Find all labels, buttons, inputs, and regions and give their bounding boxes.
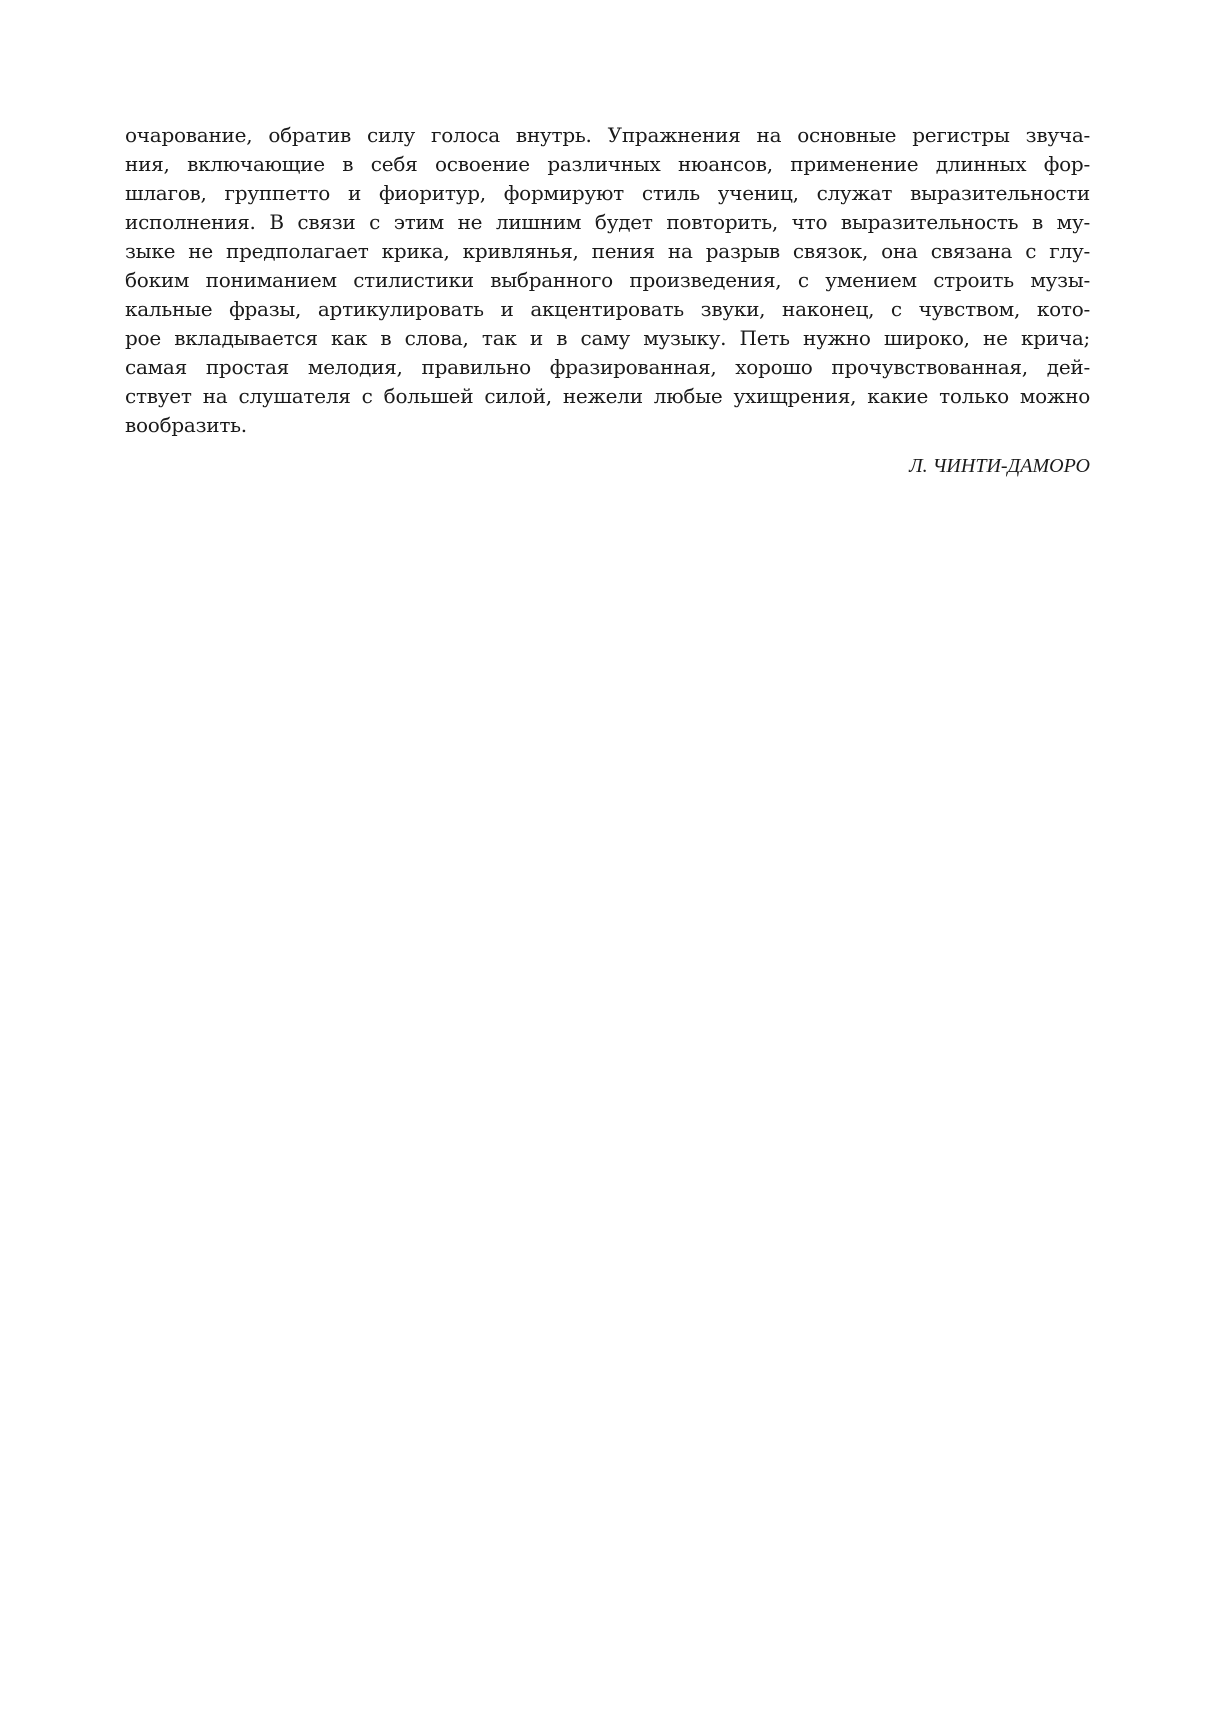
text-line: исполнения. В связи с этим не лишним будет повторить, что выразительность в му- xyxy=(125,210,1090,234)
text-line: очарование, обратив силу голоса внутрь. Упражнения на основные регистры звуча- xyxy=(125,123,1090,147)
text-line: шлагов, группетто и фиоритур, формируют стиль учениц, служат выразительности xyxy=(125,181,1090,205)
text-line: кальные фразы, артикулировать и акцентировать звуки, наконец, с чувством, кото- xyxy=(125,297,1090,321)
author-signature: Л. ЧИНТИ-ДАМОРО xyxy=(909,455,1090,477)
body-paragraph xyxy=(125,121,1090,440)
text-line: боким пониманием стилистики выбранного произведения, с умением строить музы- xyxy=(125,268,1090,292)
text-line: зыке не предполагает крика, кривлянья, пения на разрыв связок, она связана с глу- xyxy=(125,239,1090,263)
text-line: ствует на слушателя с большей силой, нежели любые ухищрения, какие только можно xyxy=(125,384,1090,408)
text-line: самая простая мелодия, правильно фразированная, хорошо прочувствованная, дей- xyxy=(125,355,1090,379)
text-line: рое вкладывается как в слова, так и в саму музыку. Петь нужно широко, не крича; xyxy=(125,326,1090,350)
text-line: ния, включающие в себя освоение различных нюансов, применение длинных фор- xyxy=(125,152,1090,176)
text-line: вообразить. xyxy=(125,413,247,437)
